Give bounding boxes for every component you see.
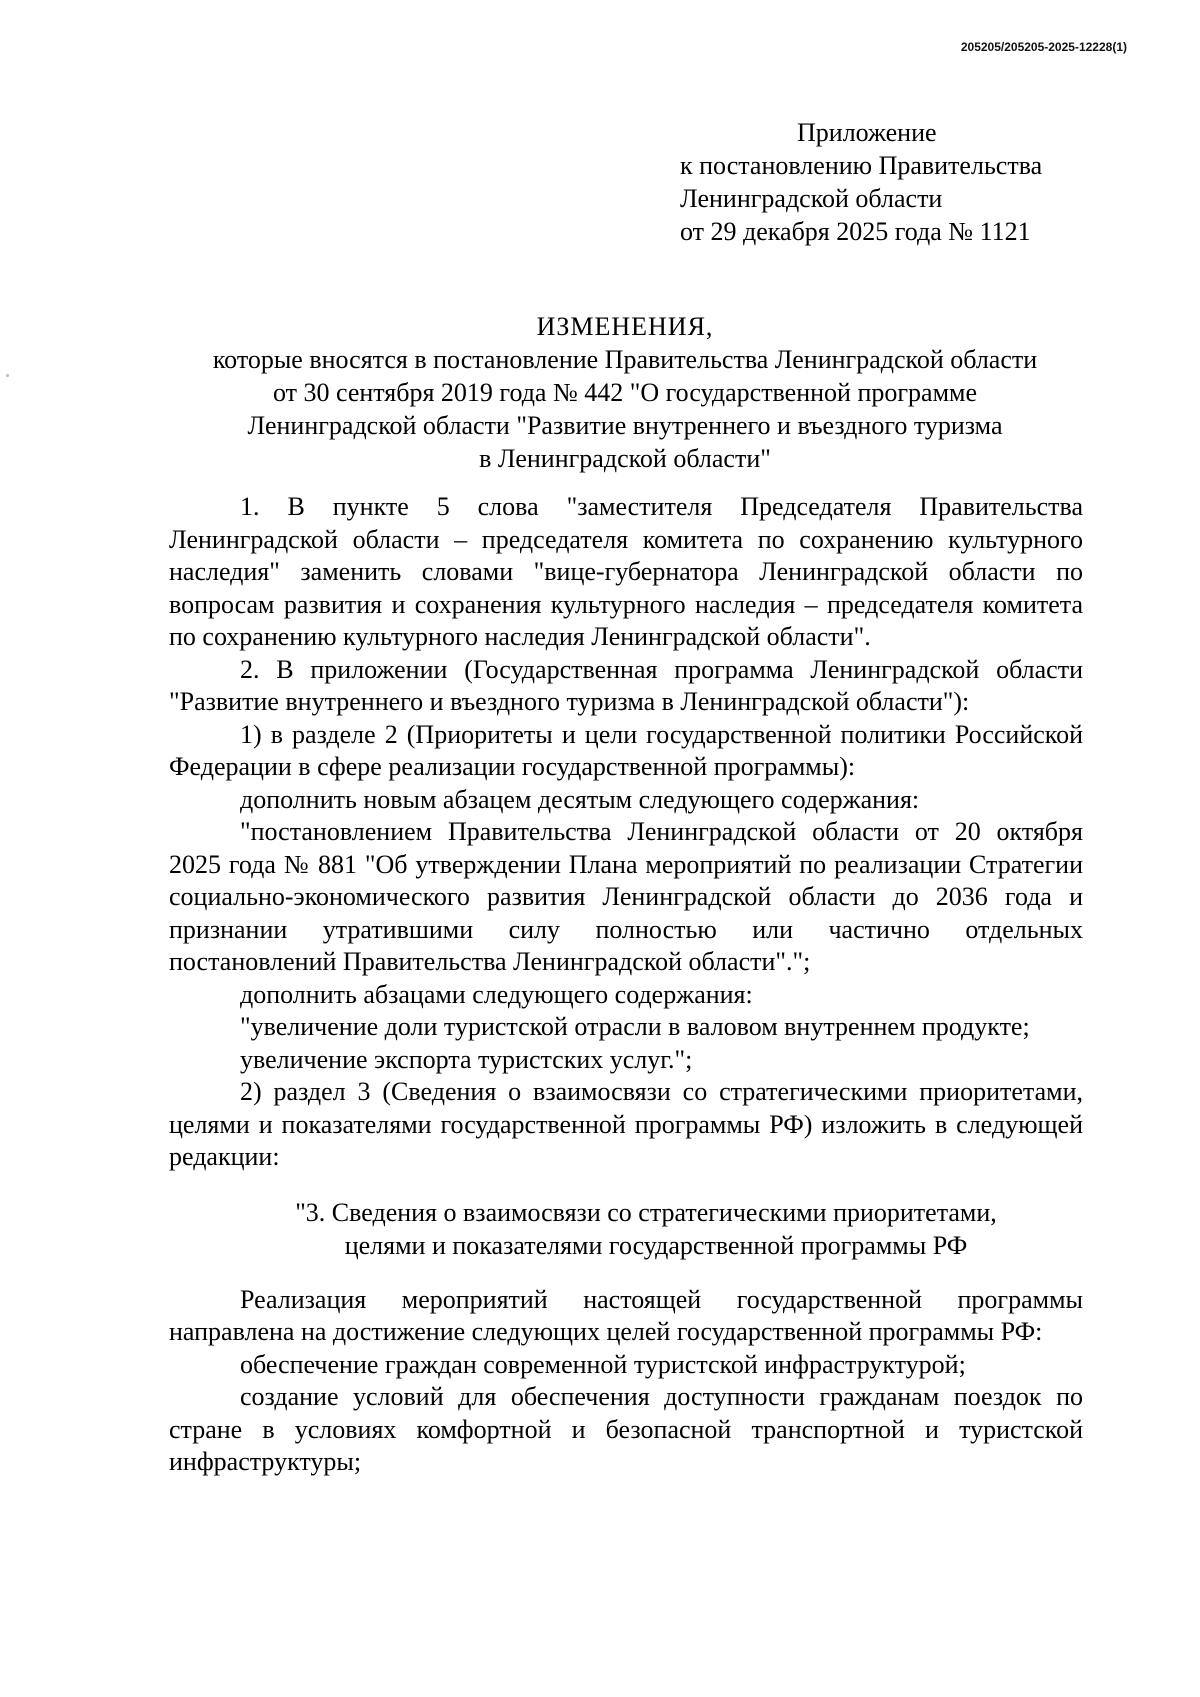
appendix-line-4: от 29 декабря 2025 года № 1121 [680,217,1031,246]
section-heading-line-1: "3. Сведения о взаимосвязи со стратегическими приоритетами, [295,1197,997,1227]
appendix-line-1: Приложение [797,118,937,147]
paragraph-8: увеличение экспорта туристских услуг."; [240,1044,693,1074]
paragraph-2: 2. В приложении (Государственная программа Ленинградской области "Развитие внутреннего и въездного туризма в Ленинградской области"): [169,654,1083,716]
document-title [165,310,1085,475]
paragraph-1: 1. В пункте 5 слова "заместителя Председателя Правительства Ленинградской области – председателя комитета по сохранению культурного наследия" заменить словами "вице-губернатора Ленинградской области по вопросам развития и сохранения культурного наследия – председателя комитета по сохранению культурного наследия Ленинградской области". [169,492,1083,651]
paragraph-10: Реализация мероприятий настоящей государственной программы направлена на достижение следующих целей государственной программы РФ: [169,1284,1083,1346]
scan-mark [6,374,9,377]
title-line-4: в Ленинградской области" [479,444,771,473]
paragraph-7: "увеличение доли туристской отрасли в валовом внутреннем продукте; [240,1012,1030,1041]
appendix-line-2: к постановлению Правительства [680,151,1043,180]
paragraph-5: "постановлением Правительства Ленинградской области от 20 октября 2025 года № 881 "Об утверждении Плана мероприятий по реализации Стратегии социально-экономического развития Ленинградской области до 2036 года и признании утратившими силу полностью или частично отдельных постановлений Правительства Ленинградской области"."; [169,817,1083,976]
appendix-line-3: Ленинградской области [680,184,943,213]
document-id: 205205/205205-2025-12228(1) [960,40,1127,54]
section-heading-line-2: целями и показателями государственной программы РФ [344,1230,968,1260]
title-line-1: которые вносятся в постановление Правительства Ленинградской области [212,345,1038,374]
paragraph-6: дополнить абзацами следующего содержания: [240,979,753,1009]
paragraph-12: создание условий для обеспечения доступности гражданам поездок по стране в условиях комфортной и безопасной транспортной и туристской инфраструктуры; [169,1382,1083,1476]
document-body [169,491,1083,1479]
appendix-header [680,116,1042,248]
paragraph-11: обеспечение граждан современной туристской инфраструктурой; [240,1349,966,1379]
title-line-2: от 30 сентября 2019 года № 442 "О государственной программе [272,378,978,407]
paragraph-3: 1) в разделе 2 (Приоритеты и цели государственной политики Российской Федерации в сфере реализации государственной программы): [169,719,1083,781]
paragraph-9: 2) раздел 3 (Сведения о взаимосвязи со стратегическими приоритетами, целями и показателями государственной программы РФ) изложить в следующей редакции: [169,1077,1083,1171]
paragraph-4: дополнить новым абзацем десятым следующего содержания: [240,784,920,814]
title-main: ИЗМЕНЕНИЯ, [536,312,714,341]
title-line-3: Ленинградской области "Развитие внутреннего и въездного туризма [247,411,1003,440]
section-heading [169,1196,1083,1262]
